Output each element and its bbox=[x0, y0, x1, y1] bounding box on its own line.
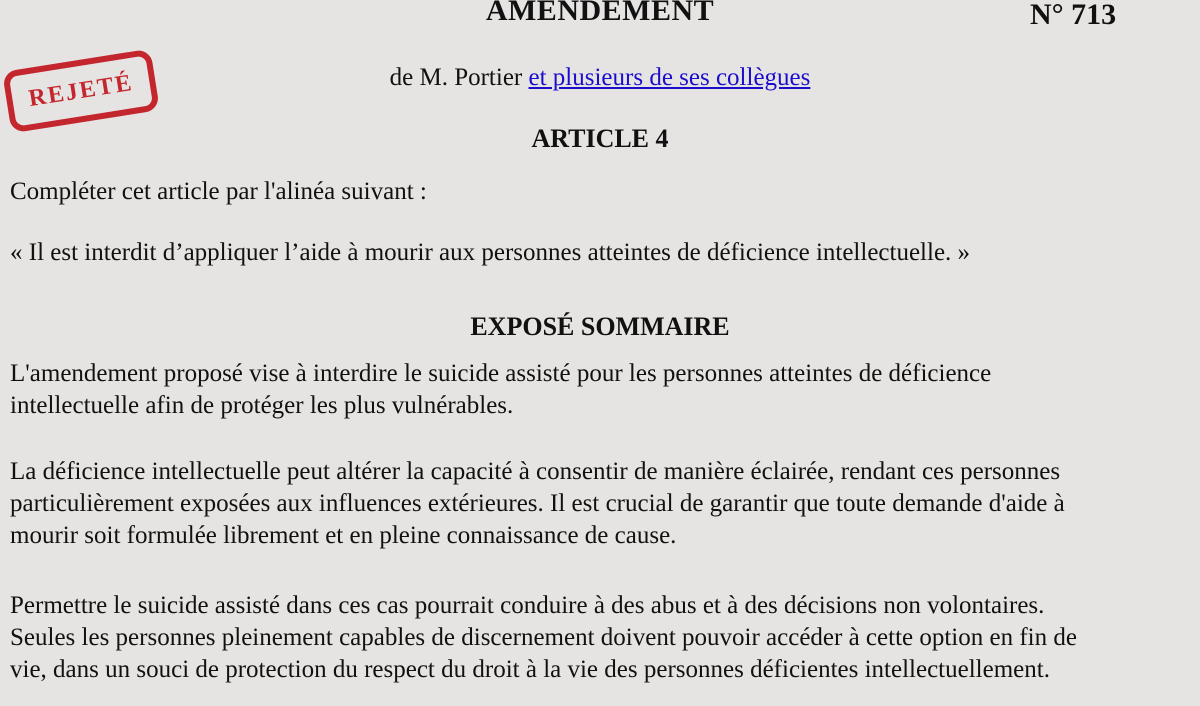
paragraph-line: intellectuelle afin de protéger les plus vulnérables. bbox=[10, 392, 514, 419]
page-title: AMENDEMENT bbox=[485, 0, 715, 27]
colleagues-link[interactable]: et plusieurs de ses collègues bbox=[528, 64, 811, 91]
paragraph-line: Permettre le suicide assisté dans ces cas pourrait conduire à des abus et à des décisions non volontaires. bbox=[10, 592, 1045, 619]
authors-prefix: de M. Portier bbox=[389, 64, 529, 91]
amendment-number: N° 713 bbox=[1030, 0, 1117, 31]
article-heading: ARTICLE 4 bbox=[531, 124, 669, 153]
paragraph-line: mourir soit formulée librement et en pleine connaissance de cause. bbox=[10, 522, 677, 549]
paragraph-line: La déficience intellectuelle peut altérer la capacité à consentir de manière éclairée, rendant ces personnes bbox=[10, 458, 1061, 485]
paragraph-line: vie, dans un souci de protection du respect du droit à la vie des personnes déficientes intellectuellement. bbox=[10, 656, 1050, 683]
summary-paragraph-3 bbox=[10, 590, 1195, 686]
summary-heading: EXPOSÉ SOMMAIRE bbox=[470, 312, 730, 341]
amendment-text: « Il est interdit d’appliquer l’aide à mourir aux personnes atteintes de déficience intellectuelle. » bbox=[10, 239, 971, 266]
paragraph-line: Seules les personnes pleinement capables de discernement doivent pouvoir accéder à cette option en fin de bbox=[10, 624, 1077, 651]
summary-paragraph-1 bbox=[10, 358, 1195, 422]
authors-line bbox=[0, 64, 1200, 92]
rejected-stamp-text: REJETÉ bbox=[26, 69, 135, 112]
article-instruction: Compléter cet article par l'alinéa suivant : bbox=[10, 178, 427, 205]
paragraph-line: particulièrement exposées aux influences extérieures. Il est crucial de garantir que toute demande d'aide à bbox=[10, 490, 1065, 517]
paragraph-line: L'amendement proposé vise à interdire le suicide assisté pour les personnes atteintes de déficience bbox=[10, 360, 992, 387]
summary-paragraph-2 bbox=[10, 456, 1195, 552]
